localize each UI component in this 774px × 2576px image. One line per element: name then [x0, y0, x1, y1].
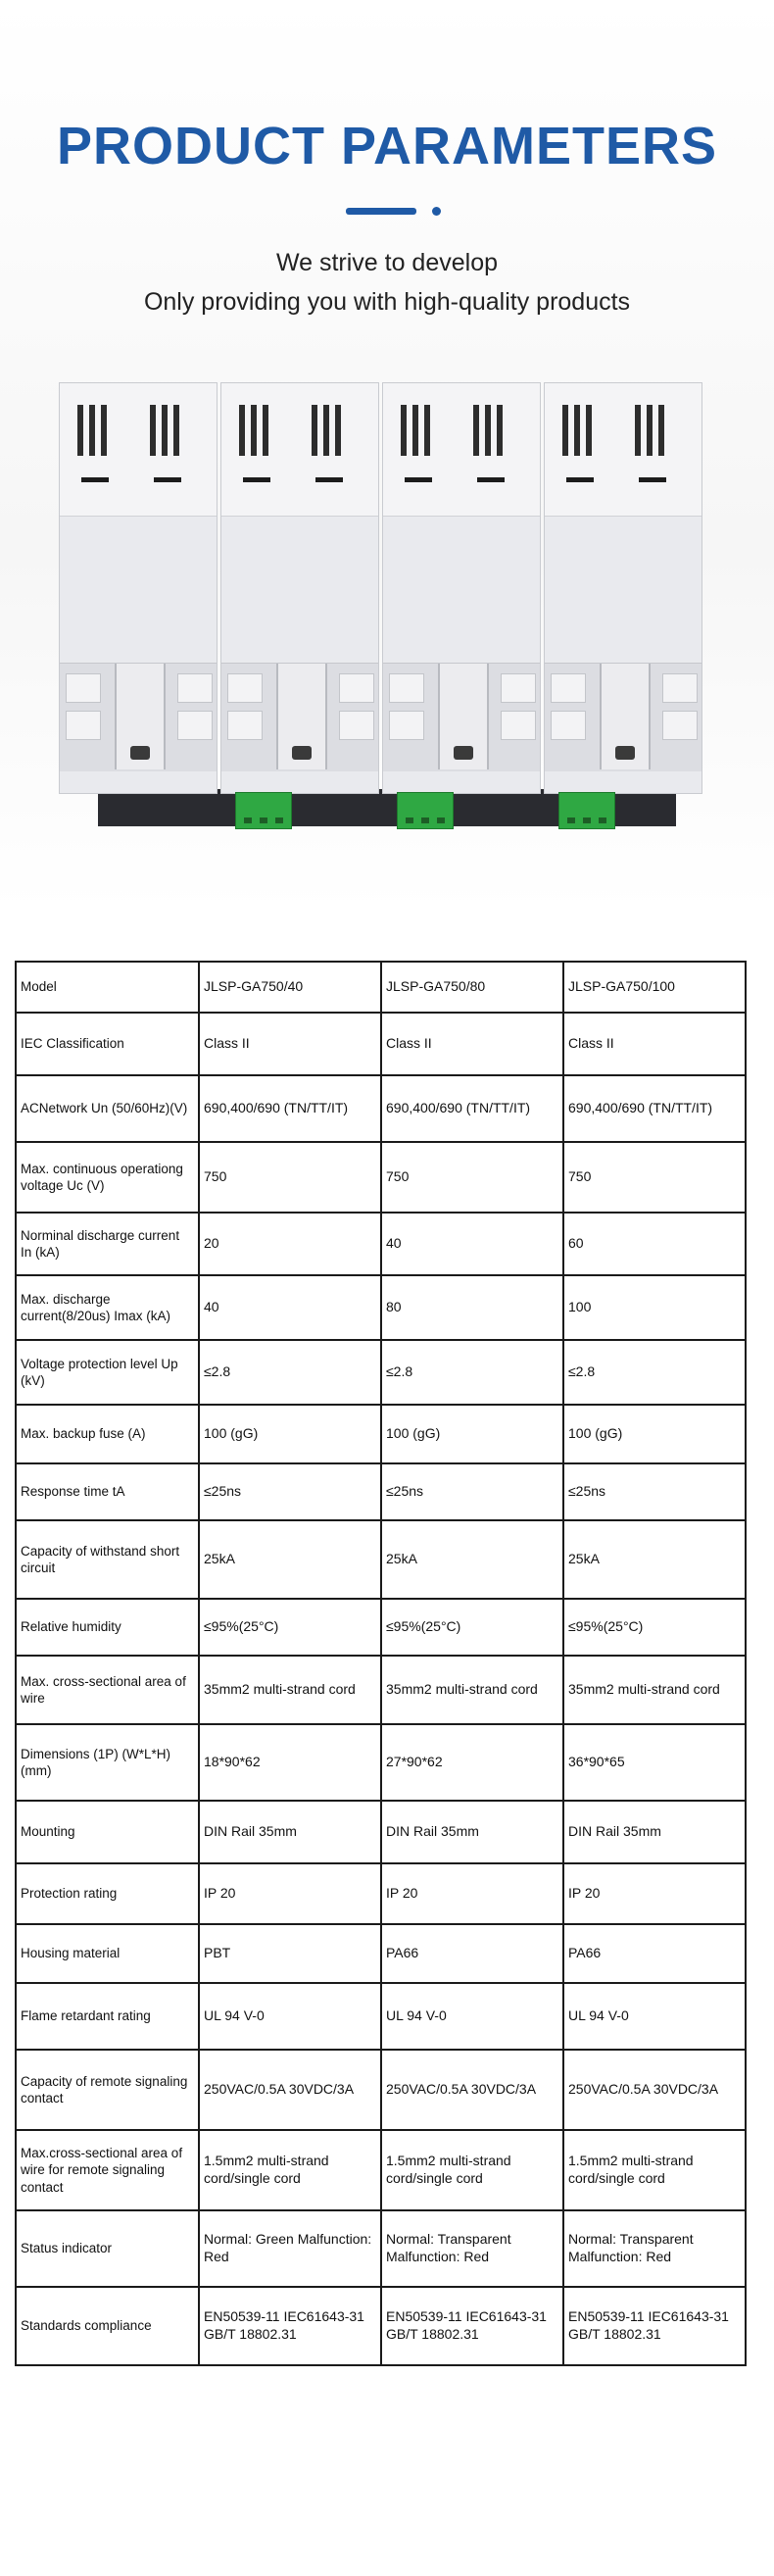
terminal-screw [567, 817, 575, 823]
table-row [16, 1983, 746, 2050]
latch-hole [615, 746, 635, 760]
spec-value: JLSP-GA750/80 [381, 962, 563, 1013]
clip-window [227, 711, 263, 740]
terminal-screw [599, 817, 606, 823]
clip-latch [438, 664, 489, 769]
terminal-screw [437, 817, 445, 823]
vent-slot [658, 405, 664, 456]
vent-slot [473, 405, 479, 456]
spec-label: Capacity of withstand short circuit [16, 1520, 199, 1599]
spec-value: 100 [563, 1275, 746, 1340]
clip-window [177, 711, 213, 740]
clip-window [662, 673, 698, 703]
table-row [16, 1013, 746, 1075]
spec-value: 750 [199, 1142, 381, 1213]
vent-slot [162, 405, 168, 456]
spec-value: 1.5mm2 multi-strand cord/single cord [563, 2130, 746, 2210]
spec-value: PA66 [381, 1924, 563, 1983]
spec-value: DIN Rail 35mm [563, 1801, 746, 1863]
indicator-mark [639, 477, 666, 482]
spec-value: 100 (gG) [199, 1405, 381, 1463]
table-row [16, 1863, 746, 1924]
indicator-mark [81, 477, 109, 482]
hero-section [0, 0, 774, 912]
remote-signal-terminal [235, 792, 292, 829]
vent-slot [263, 405, 268, 456]
terminal-screw [406, 817, 413, 823]
vent-slot [173, 405, 179, 456]
spec-table-body [16, 962, 746, 2365]
table-row [16, 962, 746, 1013]
vent-slot [323, 405, 329, 456]
vent-slot [77, 405, 83, 456]
spec-value: 250VAC/0.5A 30VDC/3A [563, 2050, 746, 2130]
latch-hole [292, 746, 312, 760]
clip-window [662, 711, 698, 740]
clip-window [501, 711, 536, 740]
spec-label: Status indicator [16, 2210, 199, 2287]
spec-value: ≤2.8 [381, 1340, 563, 1405]
spec-value: JLSP-GA750/100 [563, 962, 746, 1013]
spec-label: Standards compliance [16, 2287, 199, 2365]
spec-value: 35mm2 multi-strand cord [381, 1656, 563, 1724]
spec-label: Response time tA [16, 1463, 199, 1520]
vent-slot [312, 405, 317, 456]
underline-bar [346, 208, 416, 215]
spec-label: ACNetwork Un (50/60Hz)(V) [16, 1075, 199, 1142]
vent-slot [150, 405, 156, 456]
spec-value: 40 [381, 1213, 563, 1275]
spec-value: 35mm2 multi-strand cord [199, 1656, 381, 1724]
clip-window [227, 673, 263, 703]
remote-signal-terminal [558, 792, 615, 829]
table-row [16, 1463, 746, 1520]
table-row [16, 1520, 746, 1599]
spec-value: 80 [381, 1275, 563, 1340]
indicator-mark [566, 477, 594, 482]
vent-slot [101, 405, 107, 456]
spec-value: IP 20 [199, 1863, 381, 1924]
spec-value: DIN Rail 35mm [199, 1801, 381, 1863]
vent-slot [424, 405, 430, 456]
spec-value: EN50539-11 IEC61643-31 GB/T 18802.31 [563, 2287, 746, 2365]
spec-value: 250VAC/0.5A 30VDC/3A [381, 2050, 563, 2130]
underline-dot [432, 207, 441, 216]
clip-window [66, 673, 101, 703]
spec-value: ≤25ns [381, 1463, 563, 1520]
din-clip [60, 663, 217, 771]
subtitle-line-1: We strive to develop [275, 249, 499, 276]
spec-label: Protection rating [16, 1863, 199, 1924]
spec-label: Flame retardant rating [16, 1983, 199, 2050]
spec-value: 1.5mm2 multi-strand cord/single cord [199, 2130, 381, 2210]
spec-value: ≤25ns [563, 1463, 746, 1520]
terminal-screw [275, 817, 283, 823]
spec-value: 18*90*62 [199, 1724, 381, 1801]
vent-slot [647, 405, 653, 456]
spec-value: 100 (gG) [381, 1405, 563, 1463]
spec-value: 1.5mm2 multi-strand cord/single cord [381, 2130, 563, 2210]
spec-value: 35mm2 multi-strand cord [563, 1656, 746, 1724]
clip-window [339, 711, 374, 740]
spec-value: 690,400/690 (TN/TT/IT) [199, 1075, 381, 1142]
spec-value: EN50539-11 IEC61643-31 GB/T 18802.31 [381, 2287, 563, 2365]
spec-label: Max. cross-sectional area of wire [16, 1656, 199, 1724]
spec-value: UL 94 V-0 [199, 1983, 381, 2050]
spec-value: ≤95%(25°C) [381, 1599, 563, 1656]
spec-value: 27*90*62 [381, 1724, 563, 1801]
spec-value: PBT [199, 1924, 381, 1983]
din-clip [383, 663, 540, 771]
table-row [16, 1656, 746, 1724]
spec-value: ≤95%(25°C) [563, 1599, 746, 1656]
spec-value: 60 [563, 1213, 746, 1275]
spec-value: 250VAC/0.5A 30VDC/3A [199, 2050, 381, 2130]
vent-slot [251, 405, 257, 456]
vent-slot [401, 405, 407, 456]
spec-value: 40 [199, 1275, 381, 1340]
spec-value: EN50539-11 IEC61643-31 GB/T 18802.31 [199, 2287, 381, 2365]
vent-slot [485, 405, 491, 456]
table-row [16, 1405, 746, 1463]
indicator-mark [243, 477, 270, 482]
table-row [16, 2050, 746, 2130]
vent-slot [412, 405, 418, 456]
device-module [59, 382, 218, 794]
subtitle-line-2: Only providing you with high-quality products [143, 288, 631, 316]
clip-window [339, 673, 374, 703]
clip-latch [276, 664, 327, 769]
spec-value: 20 [199, 1213, 381, 1275]
spec-value: IP 20 [381, 1863, 563, 1924]
spec-label: Relative humidity [16, 1599, 199, 1656]
remote-signal-terminal [397, 792, 454, 829]
module-top-band [383, 383, 540, 517]
spec-value: 690,400/690 (TN/TT/IT) [381, 1075, 563, 1142]
table-row [16, 1142, 746, 1213]
table-row [16, 2210, 746, 2287]
terminal-screw [421, 817, 429, 823]
indicator-mark [477, 477, 505, 482]
table-row [16, 1213, 746, 1275]
table-row [16, 1724, 746, 1801]
spec-label: Model [16, 962, 199, 1013]
spec-value: IP 20 [563, 1863, 746, 1924]
spec-value: 100 (gG) [563, 1405, 746, 1463]
module-top-band [60, 383, 217, 517]
spec-label: Capacity of remote signaling contact [16, 2050, 199, 2130]
terminal-screw [260, 817, 267, 823]
spec-value: 36*90*65 [563, 1724, 746, 1801]
din-clip [545, 663, 701, 771]
spec-value: 690,400/690 (TN/TT/IT) [563, 1075, 746, 1142]
vent-slot [635, 405, 641, 456]
clip-latch [115, 664, 166, 769]
spec-value: Class II [199, 1013, 381, 1075]
device-module [544, 382, 702, 794]
clip-window [177, 673, 213, 703]
spec-value: 750 [381, 1142, 563, 1213]
spec-value: 25kA [563, 1520, 746, 1599]
spec-value: Class II [381, 1013, 563, 1075]
spec-value: 25kA [381, 1520, 563, 1599]
table-row [16, 2287, 746, 2365]
table-row [16, 1075, 746, 1142]
spec-value: ≤95%(25°C) [199, 1599, 381, 1656]
spec-value: Normal: Transparent Malfunction: Red [563, 2210, 746, 2287]
spec-label: Max. discharge current(8/20us) Imax (kA) [16, 1275, 199, 1340]
spec-label: Dimensions (1P) (W*L*H) (mm) [16, 1724, 199, 1801]
spec-value: ≤2.8 [563, 1340, 746, 1405]
table-row [16, 1340, 746, 1405]
vent-slot [335, 405, 341, 456]
spec-value: Class II [563, 1013, 746, 1075]
indicator-mark [315, 477, 343, 482]
device-module [382, 382, 541, 794]
spec-label: IEC Classification [16, 1013, 199, 1075]
spec-value: 25kA [199, 1520, 381, 1599]
vent-slot [239, 405, 245, 456]
vent-slot [89, 405, 95, 456]
spec-label: Voltage protection level Up (kV) [16, 1340, 199, 1405]
terminal-screw [583, 817, 591, 823]
clip-window [389, 673, 424, 703]
spec-label: Max. continuous operationg voltage Uc (V) [16, 1142, 199, 1213]
vent-slot [497, 405, 503, 456]
latch-hole [130, 746, 150, 760]
spec-label: Norminal discharge current In (kA) [16, 1213, 199, 1275]
din-clip [221, 663, 378, 771]
spec-value: Normal: Transparent Malfunction: Red [381, 2210, 563, 2287]
module-top-band [545, 383, 701, 517]
table-row [16, 1275, 746, 1340]
clip-latch [600, 664, 651, 769]
spec-value: ≤2.8 [199, 1340, 381, 1405]
spec-label: Max.cross-sectional area of wire for remote signaling contact [16, 2130, 199, 2210]
spec-value: 750 [563, 1142, 746, 1213]
clip-window [501, 673, 536, 703]
spec-label: Mounting [16, 1801, 199, 1863]
module-top-band [221, 383, 378, 517]
terminal-screw [244, 817, 252, 823]
spec-value: PA66 [563, 1924, 746, 1983]
spec-label: Max. backup fuse (A) [16, 1405, 199, 1463]
spec-value: ≤25ns [199, 1463, 381, 1520]
spec-label: Housing material [16, 1924, 199, 1983]
spec-value: Normal: Green Malfunction: Red [199, 2210, 381, 2287]
page-title: PRODUCT PARAMETERS [56, 117, 717, 175]
table-row [16, 1924, 746, 1983]
spec-value: UL 94 V-0 [563, 1983, 746, 2050]
vent-slot [574, 405, 580, 456]
clip-window [551, 711, 586, 740]
clip-window [66, 711, 101, 740]
spec-table [15, 961, 747, 2366]
latch-hole [454, 746, 473, 760]
product-image [59, 382, 705, 833]
indicator-mark [154, 477, 181, 482]
vent-slot [562, 405, 568, 456]
vent-slot [586, 405, 592, 456]
table-row [16, 1801, 746, 1863]
device-module [220, 382, 379, 794]
spec-value: JLSP-GA750/40 [199, 962, 381, 1013]
spec-value: DIN Rail 35mm [381, 1801, 563, 1863]
clip-window [389, 711, 424, 740]
table-row [16, 2130, 746, 2210]
spec-value: UL 94 V-0 [381, 1983, 563, 2050]
clip-window [551, 673, 586, 703]
table-row [16, 1599, 746, 1656]
indicator-mark [405, 477, 432, 482]
